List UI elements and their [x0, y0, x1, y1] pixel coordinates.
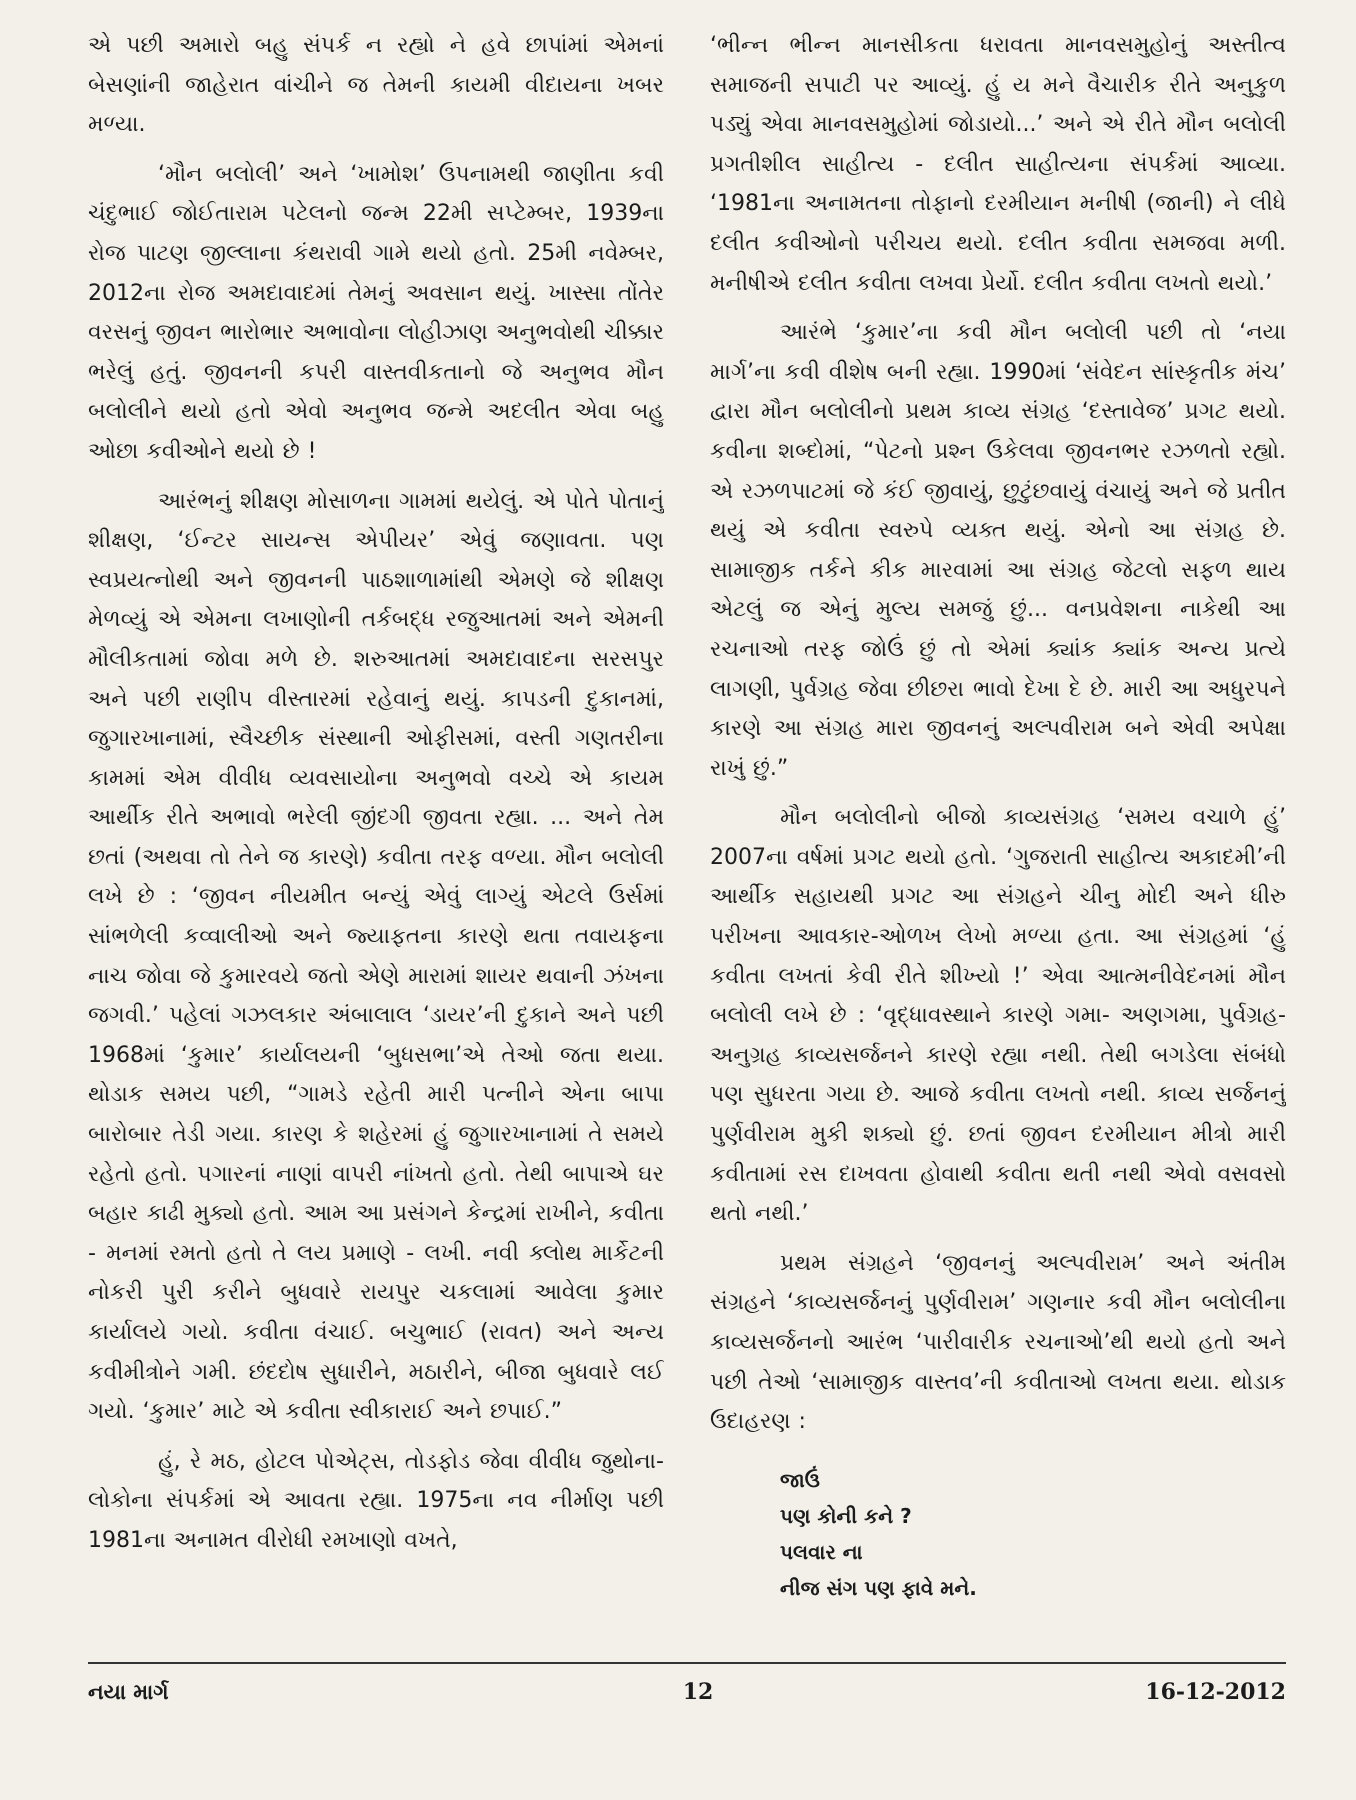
left-column — [88, 26, 664, 1646]
poem-excerpt — [780, 1462, 1286, 1606]
page-number: 12 — [682, 1679, 714, 1705]
paragraph: પ્રથમ સંગ્રહને ‘જીવનનું અલ્પવીરામ’ અને અંતીમ સંગ્રહને ‘કાવ્યસર્જનનું પુર્ણવીરામ’ ગણનાર કવી મૌન બલોલીના કાવ્યસર્જનનો આરંભ ‘પારીવારીક રચનાઓ’થી થયો હતો અને પછી તેઓ ‘સામાજીક વાસ્તવ’ની કવીતાઓ લખતા થયા. થોડાક ઉદાહરણ : — [710, 1250, 1286, 1435]
paragraph: એ પછી અમારો બહુ સંપર્ક ન રહ્યો ને હવે છાપાંમાં એમનાં બેસણાંની જાહેરાત વાંચીને જ તેમની કાયમી વીદાયના ખબર મળ્યા. — [88, 33, 664, 138]
publication-name: નયા માર્ગ — [88, 1679, 169, 1704]
paragraph: હું, રે મઠ, હોટલ પોએટ્સ, તોડફોડ જેવા વીવીધ જુથોના-લોકોના સંપર્કમાં એ આવતા રહ્યા. 1975ના નવ નીર્માણ પછી 1981ના અનામત વીરોધી રમખાણો વખતે, — [88, 1448, 664, 1553]
paragraph: ‘ભીન્ન ભીન્ન માનસીકતા ધરાવતા માનવસમુહોનું અસ્તીત્વ સમાજની સપાટી પર આવ્યું. હું ય મને વૈચારીક રીતે અનુકુળ પડ્યું એવા માનવસમુહોમાં જોડાયો...’ અને એ રીતે મૌન બલોલી પ્રગતીશીલ સાહીત્ય - દલીત સાહીત્યના સંપર્કમાં આવ્યા. ‘1981ના અનામતના તોફાનો દરમીયાન મનીષી (જાની) ને લીધે દલીત કવીઓનો પરીચય થયો. દલીત કવીતા સમજવા મળી. મનીષીએ દલીત કવીતા લખવા પ્રેર્યો. દલીત કવીતા લખતો થયો.’ — [710, 33, 1286, 296]
paragraph: આરંભે ‘કુમાર’ના કવી મૌન બલોલી પછી તો ‘નયા માર્ગ’ના કવી વીશેષ બની રહ્યા. 1990માં ‘સંવેદન સાંસ્કૃતીક મંચ’ દ્વારા મૌન બલોલીનો પ્રથમ કાવ્ય સંગ્રહ ‘દસ્તાવેજ’ પ્રગટ થયો. કવીના શબ્દોમાં, “પેટનો પ્રશ્ન ઉકેલવા જીવનભર રઝળતો રહ્યો. એ રઝળપાટમાં જે કંઈ જીવાયું, છુટુંછવાયું વંચાયું અને જે પ્રતીત થયું એ કવીતા સ્વરુપે વ્યક્ત થયું. એનો આ સંગ્રહ છે. સામાજીક તર્કને કીક મારવામાં આ સંગ્રહ જેટલો સફળ થાય એટલું જ એનું મુલ્ય સમજું છું... વનપ્રવેશના નાકેથી આ રચનાઓ તરફ જોઉં છું તો એમાં ક્યાંક ક્યાંક અન્ય પ્રત્યે લાગણી, પુર્વગ્રહ જેવા છીછરા ભાવો દેખા દે છે. મારી આ અધુરપને કારણે આ સંગ્રહ મારા જીવનનું અલ્પવીરામ બને એવી અપેક્ષા રાખું છું.” — [710, 320, 1286, 781]
poem-line: પણ કોની કને ? — [780, 1503, 912, 1528]
poem-line: નીજ સંગ પણ ફાવે મને. — [780, 1575, 977, 1600]
right-column — [710, 26, 1286, 1646]
poem-line: પલવાર ના — [780, 1539, 863, 1564]
issue-date: 16-12-2012 — [1145, 1679, 1286, 1705]
paragraph: ‘મૌન બલોલી’ અને ‘ખામોશ’ ઉપનામથી જાણીતા કવી ચંદુભાઈ જોઈતારામ પટેલનો જન્મ 22મી સપ્ટેમ્બર, 1939ના રોજ પાટણ જીલ્લાના કંથરાવી ગામે થયો હતો. 25મી નવેમ્બર, 2012ના રોજ અમદાવાદમાં તેમનું અવસાન થયું. ખાસ્સા તોંતેર વરસનું જીવન ભારોભાર અભાવોના લોહીઝાણ અનુભવોથી ચીક્કાર ભરેલું હતું. જીવનની કપરી વાસ્તવીકતાનો જે અનુભવ મૌન બલોલીને થયો હતો એવો અનુભવ જન્મે અદલીત એવા બહુ ઓછા કવીઓને થયો છે ! — [88, 161, 664, 464]
article-columns — [88, 26, 1286, 1646]
footer-divider — [88, 1662, 1286, 1664]
paragraph: મૌન બલોલીનો બીજો કાવ્યસંગ્રહ ‘સમય વચાળે હું’ 2007ના વર્ષમાં પ્રગટ થયો હતો. ‘ગુજરાતી સાહીત્ય અકાદમી’ની આર્થીક સહાયથી પ્રગટ આ સંગ્રહને ચીનુ મોદી અને ધીરુ પરીખના આવકાર-ઓળખ લેખો મળ્યા હતા. આ સંગ્રહમાં ‘હું કવીતા લખતાં કેવી રીતે શીખ્યો !’ એવા આત્મનીવેદનમાં મૌન બલોલી લખે છે : ‘વૃદ્ધાવસ્થાને કારણે ગમા- અણગમા, પુર્વગ્રહ-અનુગ્રહ કાવ્યસર્જનને કારણે રહ્યા નથી. તેથી બગડેલા સંબંધો પણ સુધરતા ગયા છે. આજે કવીતા લખતો નથી. કાવ્ય સર્જનનું પુર્ણવીરામ મુકી શક્યો છું. છતાં જીવન દરમીયાન મીત્રો મારી કવીતામાં રસ દાખવતા હોવાથી કવીતા થતી નથી એવો વસવસો થતો નથી.’ — [710, 805, 1286, 1227]
page-footer — [88, 1674, 1286, 1710]
paragraph: આરંભનું શીક્ષણ મોસાળના ગામમાં થયેલું. એ પોતે પોતાનું શીક્ષણ, ‘ઈન્ટર સાયન્સ એપીયર’ એવું જણાવતા. પણ સ્વપ્રયત્નોથી અને જીવનની પાઠશાળામાંથી એમણે જે શીક્ષણ મેળવ્યું એ એમના લખાણોની તર્કબદ્ધ રજુઆતમાં અને એમની મૌલીકતામાં જોવા મળે છે. શરુઆતમાં અમદાવાદના સરસપુર અને પછી રાણીપ વીસ્તારમાં રહેવાનું થયું. કાપડની દુકાનમાં, જુગારખાનામાં, સ્વૈચ્છીક સંસ્થાની ઓફીસમાં, વસ્તી ગણતરીના કામમાં એમ વીવીધ વ્યવસાયોના અનુભવો વચ્ચે એ કાયમ આર્થીક રીતે અભાવો ભરેલી જીંદગી જીવતા રહ્યા. ... અને તેમ છતાં (અથવા તો તેને જ કારણે) કવીતા તરફ વળ્યા. મૌન બલોલી લખે છે : ‘જીવન નીયમીત બન્યું એવું લાગ્યું એટલે ઉર્સમાં સાંભળેલી કવ્વાલીઓ અને જ્યાફતના કારણે થતા તવાયફના નાચ જોવા જે કુમારવયે જતો એણે મારામાં શાયર થવાની ઝંખના જગવી.’ પહેલાં ગઝલકાર અંબાલાલ ‘ડાયર’ની દુકાને અને પછી 1968માં ‘કુમાર’ કાર્યાલયની ‘બુધસભા’એ તેઓ જતા થયા. થોડાક સમય પછી, “ગામડે રહેતી મારી પત્નીને એના બાપા બારોબાર તેડી ગયા. કારણ કે શહેરમાં હું જુગારખાનામાં તે સમયે રહેતો હતો. પગારનાં નાણાં વાપરી નાંખતો હતો. તેથી બાપાએ ઘર બહાર કાઢી મુક્યો હતો. આમ આ પ્રસંગને કેન્દ્રમાં રાખીને, કવીતા - મનમાં રમતો હતો તે લય પ્રમાણે - લખી. નવી ક્લોથ માર્કેટની નોકરી પુરી કરીને બુધવારે રાયપુર ચકલામાં આવેલા કુમાર કાર્યાલયે ગયો. કવીતા વંચાઈ. બચુભાઈ (રાવત) અને અન્ય કવીમીત્રોને ગમી. છંદદોષ સુધારીને, મઠારીને, બીજા બુધવારે લઈ ગયો. ‘કુમાર’ માટે એ કવીતા સ્વીકારાઈ અને છપાઈ.” — [88, 488, 664, 1425]
poem-line: જાઉં — [780, 1467, 820, 1492]
